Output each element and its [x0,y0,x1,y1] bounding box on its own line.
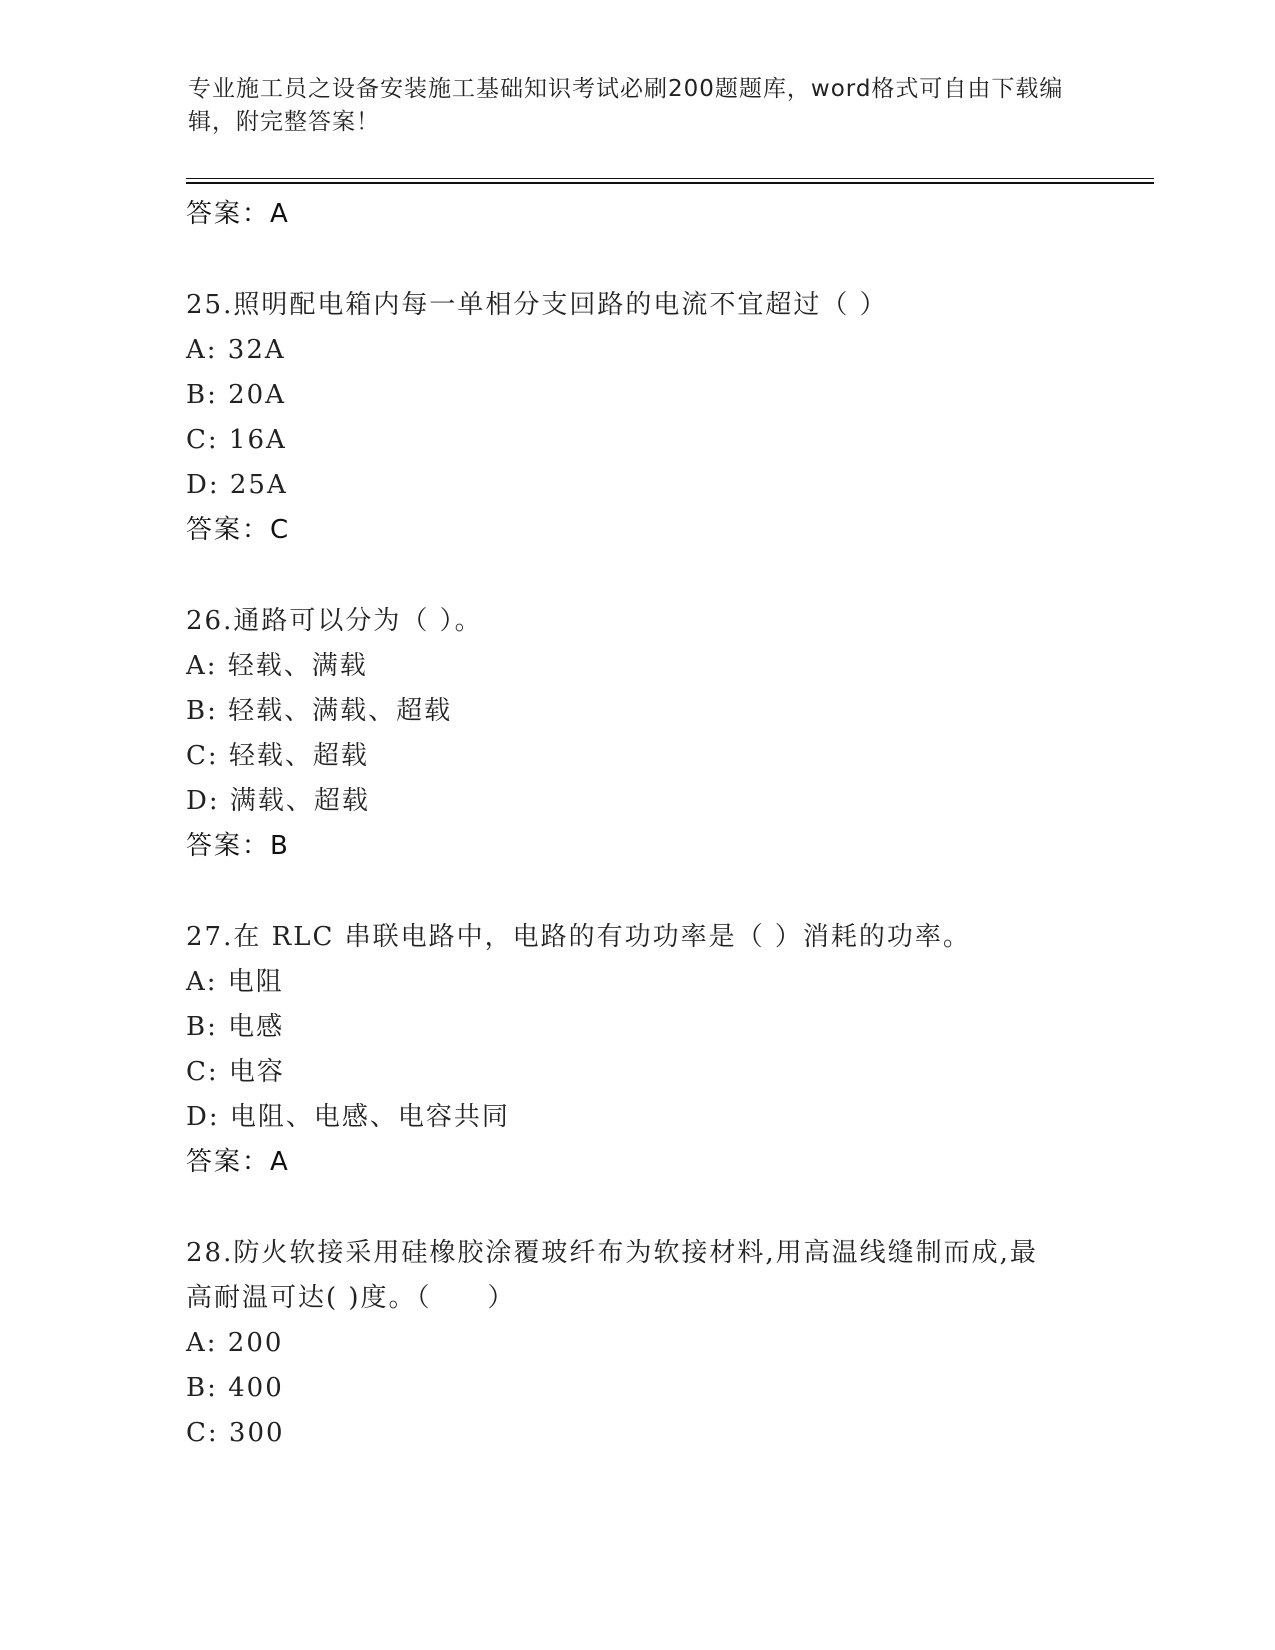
spacer [186,869,1086,915]
question-text-continued: 高耐温可达( )度。（ ） [186,1283,516,1313]
question-text: 26.通路可以分为（ ）。 [186,606,483,636]
question-block [186,599,1086,869]
answer-text: 答案：A [186,1147,290,1177]
question-block [186,283,1086,553]
question-block [186,1231,1086,1456]
option-d: D: 满载、超载 [186,786,370,816]
option-b: B: 轻载、满载、超载 [186,696,453,726]
document-header: 专业施工员之设备安装施工基础知识考试必刷200题题库，word格式可自由下载编辑，附完整答案！ [188,76,1064,135]
option-a: A: 轻载、满载 [186,651,368,681]
option-d: D: 电阻、电感、电容共同 [186,1102,510,1132]
question-text: 27.在 RLC 串联电路中，电路的有功功率是（ ）消耗的功率。 [186,922,971,952]
option-c: C: 300 [186,1418,285,1448]
document-body [186,192,1086,1456]
header-divider-thick [186,182,1154,184]
option-c: C: 16A [186,425,287,455]
option-a: A: 32A [186,335,286,365]
option-d: D: 25A [186,470,288,500]
question-text: 28.防火软接采用硅橡胶涂覆玻纤布为软接材料,用高温线缝制而成,最 [186,1238,1038,1268]
answer-text: 答案：C [186,515,291,545]
option-b: B: 电感 [186,1012,285,1042]
option-a: A: 200 [186,1328,284,1358]
option-c: C: 轻载、超载 [186,741,369,771]
question-block [186,915,1086,1185]
spacer [186,237,1086,283]
previous-answer: 答案：A [186,199,290,229]
header-divider-thin [186,178,1154,179]
option-c: C: 电容 [186,1057,285,1087]
option-b: B: 20A [186,380,286,410]
answer-text: 答案：B [186,831,290,861]
question-text: 25.照明配电箱内每一单相分支回路的电流不宜超过（ ） [186,290,888,320]
spacer [186,1185,1086,1231]
option-b: B: 400 [186,1373,284,1403]
option-a: A: 电阻 [186,967,284,997]
spacer [186,553,1086,599]
